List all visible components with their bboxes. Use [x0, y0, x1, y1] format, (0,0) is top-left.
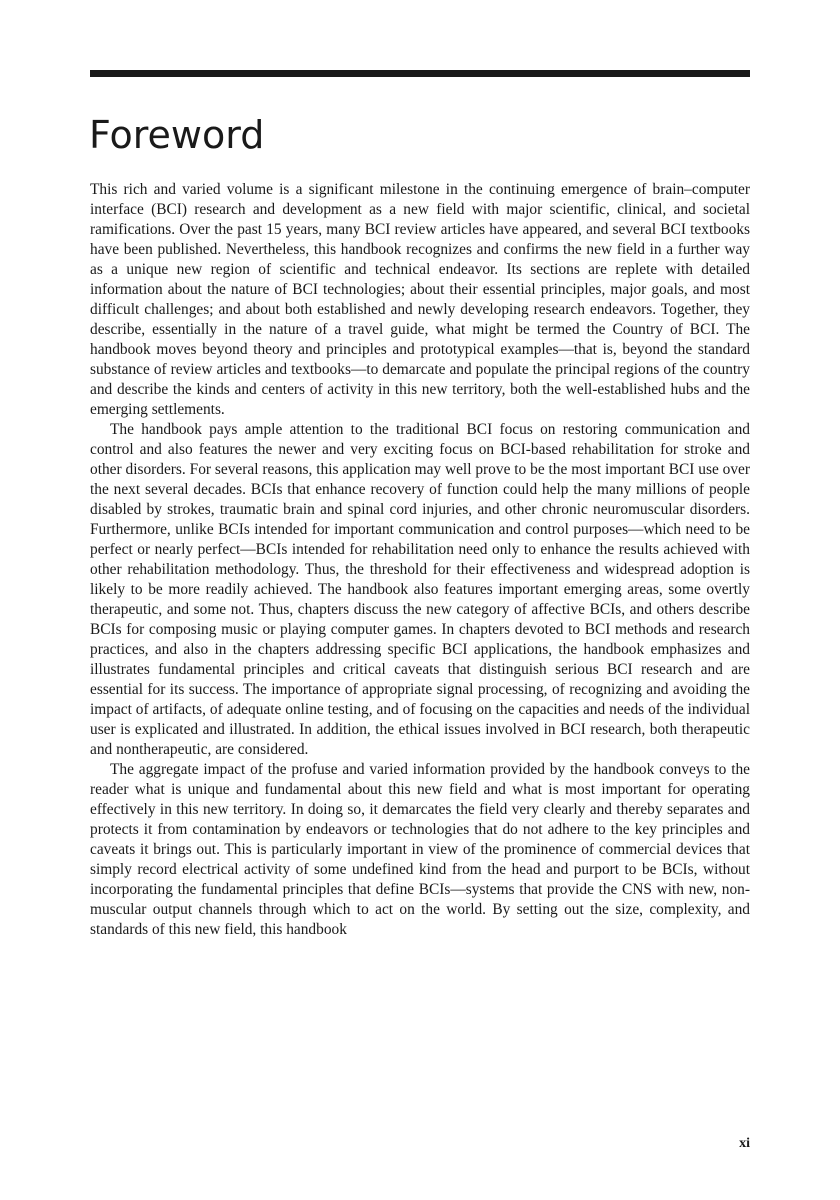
body-text — [90, 180, 750, 940]
page-number: xi — [739, 1136, 750, 1151]
paragraph-2: The handbook pays ample attention to the traditional BCI focus on restoring communication and control and also features the newer and very exciting focus on BCI-based rehabilitation for stroke and other disorders. For several reasons, this application may well prove to be the most important BCI use over the next several decades. BCIs that enhance recovery of function could help the many millions of people disabled by strokes, traumatic brain and spinal cord injuries, and other chronic neuromuscular disorders. Furthermore, unlike BCIs intended for important communication and control purposes—which need to be perfect or nearly perfect—BCIs intended for rehabilitation need only to enhance the results achieved with other rehabilitation methodology. Thus, the threshold for their effectiveness and widespread adoption is likely to be more readily achieved. The handbook also features important emerging areas, some overtly therapeutic, and some not. Thus, chapters discuss the new category of affective BCIs, and others describe BCIs for composing music or playing computer games. In chapters devoted to BCI methods and research practices, and also in the chapters addressing specific BCI applications, the handbook emphasizes and illustrates fundamental principles and critical caveats that distinguish serious BCI research and are essential for its success. The importance of appropriate signal processing, of recognizing and avoiding the impact of artifacts, of adequate online testing, and of focusing on the capacities and needs of the individual user is explicated and illustrated. In addition, the ethical issues involved in BCI research, both therapeutic and nontherapeutic, are considered. — [90, 421, 750, 758]
paragraph-3: The aggregate impact of the profuse and varied information provided by the handbook conveys to the reader what is unique and fundamental about this new field and what is most important for operating effectively in this new territory. In doing so, it demarcates the field very clearly and thereby separates and protects it from contamination by endeavors or technologies that do not adhere to the key principles and caveats it brings out. This is particularly important in view of the prominence of commercial devices that simply record electrical activity of some undefined kind from the head and purport to be BCIs, without incorporating the fundamental principles that define BCIs—systems that provide the CNS with new, non-muscular output channels through which to act on the world. By setting out the size, complexity, and standards of this new field, this handbook — [90, 761, 750, 938]
paragraph-1: This rich and varied volume is a significant milestone in the continuing emergence of brain–computer interface (BCI) research and development as a new field with major scientific, clinical, and societal ramifications. Over the past 15 years, many BCI review articles have appeared, and several BCI textbooks have been published. Nevertheless, this handbook recognizes and confirms the new field in a further way as a unique new region of scientific and technical endeavor. Its sections are replete with detailed information about the nature of BCI technologies; about their essential principles, major goals, and most difficult challenges; and about both established and newly developing research endeavors. Together, they describe, essentially in the nature of a travel guide, what might be termed the Country of BCI. The handbook moves beyond theory and principles and prototypical examples—that is, beyond the standard substance of review articles and textbooks—to demarcate and populate the principal regions of the country and describe the kinds and centers of activity in this new territory, both the well-established hubs and the emerging settlements. — [90, 181, 750, 418]
top-rule — [90, 70, 750, 77]
chapter-title: Foreword — [89, 113, 265, 157]
page-content — [90, 70, 750, 940]
